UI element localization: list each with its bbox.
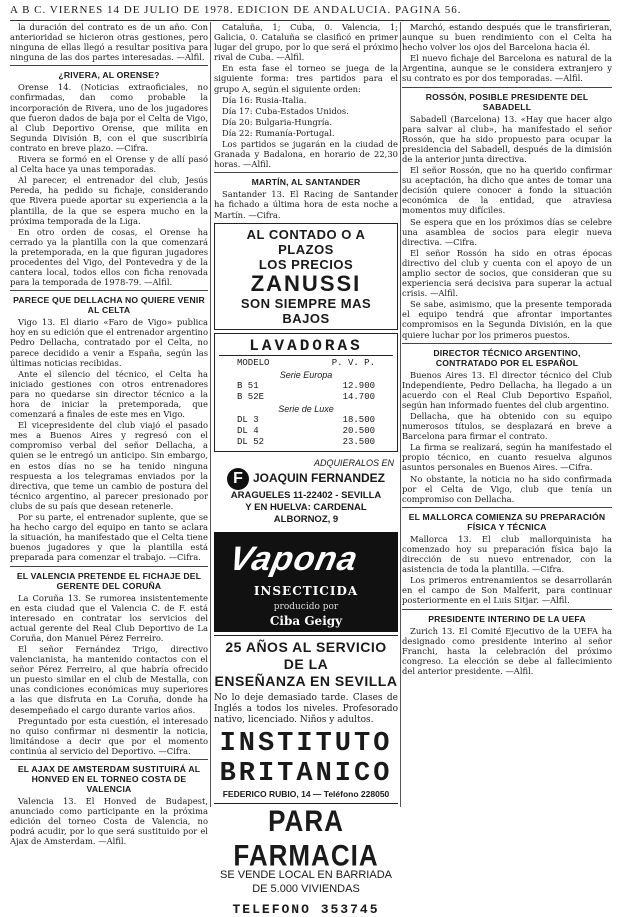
article-paragraph: Preguntado por esta cuestión, el interesado no quiso confirmar ni desmentir la noticia, limitándose a decir que por el momento continúa al servicio del Deportivo. —Cifra. bbox=[10, 715, 208, 756]
column-middle bbox=[214, 22, 398, 917]
article-headline: EL MALLORCA COMIENZA SU PREPARACIÓN FÍSICA Y TÉCNICA bbox=[408, 511, 606, 532]
article-headline: EL VALENCIA PRETENDE EL FICHAJE DEL GERENTE DEL CORUÑA bbox=[16, 570, 202, 591]
article-headline: DIRECTOR TÉCNICO ARGENTINO, CONTRATADO POR EL ESPAÑOL bbox=[433, 347, 581, 368]
section-divider bbox=[10, 290, 208, 291]
article-paragraph: El señor Fernández Trigo, directivo valencianista, ha mantenido contactos con el señor Pérez Ferreiro, al que habría ofrecido un puesto similar en el club de Mestalla, con unas condiciones económicas muy superiores a las que disfruta en La Coruña, donde ha desempeñado el cargo durante varios años. bbox=[10, 643, 208, 715]
model-name: DL 52 bbox=[237, 436, 265, 447]
article-headline: MARTÍN, AL SANTANDER bbox=[251, 177, 361, 188]
article-paragraph: En otro orden de cosas, el Orense ha cerrado ya la plantilla con la que comenzará la pretemporada, en la que figuran jugadores procedentes del Vigo, del Pontevedra y de la cantera local, todos ellos con ficha renovada para la temporada de 1978-79. —Alfil. bbox=[10, 226, 208, 288]
farmacia-title: PARA FARMACIA bbox=[233, 803, 379, 873]
article-paragraph: Vigo 13. El diario «Faro de Vigo» publica hoy en su edición que el entrenador argentino Pedro Dellacha, contratado por el Celta, no parece decidido a venir a España, según las últimas noticias recibidas. bbox=[10, 317, 208, 368]
section-divider bbox=[10, 65, 208, 66]
article-paragraph: Buenos Aires 13. El director técnico del Club Independiente, Pedro Dellacha, ha llegado a un acuerdo con el Real Club Deportivo Español, según han informado fuentes del club argentino. bbox=[402, 369, 612, 410]
price-row bbox=[219, 381, 393, 392]
fernandez-intro: ADQUIERALOS EN bbox=[313, 457, 394, 468]
column-right bbox=[402, 22, 612, 807]
column-rule bbox=[400, 22, 401, 807]
price-header bbox=[219, 358, 393, 369]
model-name: B 51 bbox=[237, 380, 259, 391]
column-rule bbox=[210, 22, 211, 807]
section-divider bbox=[10, 759, 208, 760]
vapona-producer-label: producido por bbox=[273, 601, 339, 612]
fernandez-ad bbox=[214, 455, 398, 529]
fernandez-name: JOAQUIN FERNANDEZ bbox=[252, 470, 385, 485]
price-list-luxe bbox=[219, 415, 393, 448]
article-paragraph: la duración del contrato es de un año. Con anterioridad se hicieron otras gestiones, pero ninguna de ellas llegó a resultar positiva para ninguna de las dos partes interesadas. —Alfil. bbox=[10, 22, 208, 63]
article-paragraph: El señor Rossón ha sido en otras épocas directivo del club y cuenta con el apoyo de un amplio sector de socios, que consideran que su experiencia será decisiva para superar la actual crisis. —Alfil. bbox=[402, 247, 612, 299]
article-paragraph: Día 16: Rusia-Italia. bbox=[222, 94, 307, 105]
fernandez-address-huelva: Y EN HUELVA: CARDENAL ALBORNOZ, 9 bbox=[245, 501, 367, 525]
article-paragraph: Orense 14. (Noticias extraoficiales, no confirmadas, dan como probable la incorporación de Rivera, uno de los jugadores que fueron dados de baja por el Celta de Vigo, al Club Deportivo Orense, que milita en Segunda División B, con el que suscribiría contrato en breve plazo. —Cifra. bbox=[10, 82, 208, 153]
section-divider bbox=[402, 609, 612, 610]
article-headline: ROSSÓN, POSIBLE PRESIDENTE DEL SABADELL bbox=[425, 91, 589, 112]
series-europa: Serie Europa bbox=[279, 369, 333, 380]
series-luxe: Serie de Luxe bbox=[278, 403, 334, 414]
article-paragraph: Marchó, estando después que le transfirieran, aunque su buen rendimiento con el Celta ha hecho volver los ojos del Barcelona hacia él. bbox=[402, 22, 612, 53]
instituto-ad bbox=[214, 635, 398, 799]
section-divider bbox=[214, 172, 398, 173]
article-paragraph: Los partidos se jugarán en la ciudad de Granada y Badalona, en horario de 22,30 horas. —Alfil. bbox=[214, 139, 398, 170]
fernandez-logo-icon: F bbox=[227, 468, 249, 490]
model-price: 14.700 bbox=[342, 391, 375, 402]
zanussi-line1: AL CONTADO O A PLAZOS bbox=[246, 226, 366, 257]
price-list-europa bbox=[219, 381, 393, 403]
vapona-tagline: INSECTICIDA bbox=[253, 583, 359, 598]
farmacia-phone: TELEFONO 353745 bbox=[232, 901, 380, 917]
model-name: DL 4 bbox=[237, 425, 259, 436]
article-paragraph: Zurich 13. El Comité Ejecutivo de la UEFA ha designado como presidente interino al señor Franchi, hasta la celebración del próximo congreso. La elección se debe al fallecimiento del anterior presidente. —Alfil. bbox=[402, 625, 612, 676]
article-paragraph: La Coruña 13. Se rumorea insistentemente en esta ciudad que el Valencia C. de F. está interesado en contratar los servicios del actual gerente del Real Club Deportivo de La Coruña, don Manuel Pérez Ferreiro. bbox=[10, 592, 208, 643]
article-paragraph: La firma se realizará, según ha manifestado el propio técnico, en cuanto resuelva algunos asuntos personales en Buenos Aires. —Cifra. bbox=[402, 442, 612, 473]
article-paragraph: Dellacha, que ha obtenido con su equipo numerosos títulos, se desplazará en breve a Barcelona para firmar el contrato. bbox=[402, 411, 612, 442]
instituto-name2: BRITANICO bbox=[219, 758, 393, 789]
article-paragraph: Santander 13. El Racing de Santander ha fichado a última hora de esta noche a Martín. —Cifra. bbox=[214, 189, 398, 220]
zanussi-brand: ZANUSSI bbox=[250, 270, 362, 296]
vapona-maker: Ciba Geigy bbox=[269, 613, 343, 628]
model-price: 23.500 bbox=[342, 436, 375, 447]
price-col-header: P. V. P. bbox=[331, 357, 375, 368]
farmacia-ad bbox=[214, 803, 398, 917]
farmacia-line2: DE 5.000 VIVIENDAS bbox=[252, 882, 360, 895]
zanussi-line2: LOS PRECIOS bbox=[258, 256, 354, 272]
article-paragraph: El vicepresidente del club viajó el pasado mes a Buenos Aires y regresó con el compromiso verbal del señor Dellacha, a quien se le entregó un anticipo. Sin embargo, en estos días no se ha tenido ninguna respuesta a los telegramas enviados por la directiva, que teme un cambio de postura del técnico argentino, al parecer presionado por clubs de su país que desean retenerle. bbox=[10, 420, 208, 511]
article-headline: PRESIDENTE INTERINO DE LA UEFA bbox=[428, 613, 586, 624]
article-paragraph: Rivera se formó en el Orense y de allí pasó al Celta hace ya unas temporadas. bbox=[10, 154, 208, 175]
section-divider bbox=[402, 507, 612, 508]
price-row bbox=[219, 392, 393, 403]
model-price: 18.500 bbox=[342, 414, 375, 425]
article-paragraph: Sabadell (Barcelona) 13. «Hay que hacer algo para salvar al club», ha manifestado el señor Rossón, que ha sido propuesto para ocupar la presidencia del Sabadell, después de la dimisión de la anterior junta directiva. bbox=[402, 113, 612, 164]
model-header: MODELO bbox=[237, 357, 270, 368]
article-paragraph: Cataluña, 1; Cuba, 0. Valencia, 1; Galicia, 0. Cataluña se clasificó en primer lugar del grupo, por lo que será el próximo rival de Cuba. —Alfil. bbox=[214, 22, 398, 63]
price-row bbox=[219, 437, 393, 448]
instituto-note: No lo deje demasiado tarde. Clases de Inglés a todos los niveles. Profesorado nativo, licenciado. Niños y adultos. bbox=[214, 692, 398, 725]
section-divider bbox=[10, 566, 208, 567]
article-paragraph: Día 17: Cuba-Estados Unidos. bbox=[222, 105, 349, 116]
column-left bbox=[10, 22, 208, 847]
article-paragraph: El nuevo fichaje del Barcelona es natural de la Argentina, aunque se le considera extranjero y su contrato es por dos temporadas. —Alfil. bbox=[402, 53, 612, 84]
article-headline: EL AJAX DE AMSTERDAM SUSTITUIRÁ AL HONVED EN EL TORNEO COSTA DE VALENCIA bbox=[17, 764, 201, 794]
model-name: B 52E bbox=[237, 391, 265, 402]
article-paragraph: Ante el silencio del técnico, el Celta ha iniciado gestiones con otros entrenadores para no quedarse sin director técnico a la hora de iniciar la pretemporada, que comenzará a finales de este mes en Vigo. bbox=[10, 368, 208, 420]
article-paragraph: El señor Rossón, que no ha querido confirmar su aceptación, ha dicho que antes de tomar una decisión quiere conocer a fondo la situación económica de la entidad, que atraviesa momentos muy difíciles. bbox=[402, 165, 612, 216]
article-paragraph: En esta fase el torneo se juega de la siguiente forma: tres partidos para el grupo A, según el siguiente orden: bbox=[214, 63, 398, 94]
article-paragraph: Día 22: Rumanía-Portugal. bbox=[222, 127, 335, 138]
model-name: DL 3 bbox=[237, 414, 259, 425]
instituto-name1: INSTITUTO bbox=[219, 728, 393, 759]
article-paragraph: Día 20: Bulgaria-Hungría. bbox=[222, 116, 333, 127]
model-price: 12.900 bbox=[342, 380, 375, 391]
instituto-address: FEDERICO RUBIO, 14 — Teléfono 228050 bbox=[222, 788, 390, 799]
fernandez-name-row bbox=[218, 468, 394, 490]
article-paragraph: Se espera que en los próximos días se celebre una asamblea de socios para elegir nueva directiva. —Cifra. bbox=[402, 216, 612, 247]
instituto-line2: ENSEÑANZA EN SEVILLA bbox=[214, 672, 398, 689]
section-divider bbox=[402, 343, 612, 344]
article-paragraph: No obstante, la noticia no ha sido confirmada por el Celta de Vigo, club que tenía un compromiso con Dellacha. bbox=[402, 473, 612, 504]
article-paragraph: Al parecer, el entrenador del club, Jesús Pereda, ha pedido su fichaje, considerando que Rivera puede aportar su experiencia a la plantilla, de la que se espera mucho en la próxima temporada de la Liga. bbox=[10, 175, 208, 226]
farmacia-line1: SE VENDE LOCAL EN BARRIADA bbox=[220, 868, 392, 881]
vapona-brand: Vapona bbox=[226, 539, 362, 578]
article-headline: PARECE QUE DELLACHA NO QUIERE VENIR AL CELTA bbox=[13, 295, 205, 316]
lavadoras-ad bbox=[214, 333, 398, 452]
middle-news bbox=[214, 22, 398, 220]
article-headline: ¿RIVERA, AL ORENSE? bbox=[58, 70, 160, 81]
article-paragraph: Los primeros entrenamientos se desarrollarán en el campo de Son Malferit, para continuar posteriormente en el Luis Sitjar. —Alfil. bbox=[402, 575, 612, 606]
page-header: A B C. VIERNES 14 DE JULIO DE 1978. EDICION DE ANDALUCIA. PAGINA 56. bbox=[10, 4, 610, 21]
article-paragraph: Mallorca 13. El club mallorquinista ha comenzado hoy su preparación física bajo la dirección de su nuevo entrenador, con la asistencia de toda la plantilla. —Cifra. bbox=[402, 533, 612, 575]
article-paragraph: Por su parte, el entrenador suplente, que se ha hecho cargo del equipo en tanto se aclara la situación, ha manifestado que el Celta tiene buenos jugadores y que la plantilla está preparada para comenzar el trabajo. —Cifra. bbox=[10, 512, 208, 563]
article-paragraph: Se sabe, asimismo, que la presente temporada el equipo tendrá que afrontar importantes compromisos en la Segunda División, en la que quiere luchar por los primeros puestos. bbox=[402, 299, 612, 340]
price-row bbox=[219, 426, 393, 437]
zanussi-line3: SON SIEMPRE MAS BAJOS bbox=[240, 295, 372, 326]
zanussi-ad bbox=[214, 223, 398, 330]
section-divider bbox=[402, 87, 612, 88]
lavadoras-title: LAVADORAS bbox=[219, 337, 393, 356]
model-price: 20.500 bbox=[342, 425, 375, 436]
price-row bbox=[219, 415, 393, 426]
instituto-line1: 25 AÑOS AL SERVICIO DE LA bbox=[225, 638, 387, 672]
vapona-ad bbox=[214, 532, 398, 632]
article-paragraph: Valencia 13. El Honved de Budapest, anunciado como participante en la próxima edición del torneo Costa de Valencia, no podrá acudir, por lo que será sustituido por el Ajax de Amsterdam. —Alfil. bbox=[10, 796, 208, 847]
fernandez-address: ARAGUELES 11-22402 - SEVILLA bbox=[230, 489, 382, 501]
